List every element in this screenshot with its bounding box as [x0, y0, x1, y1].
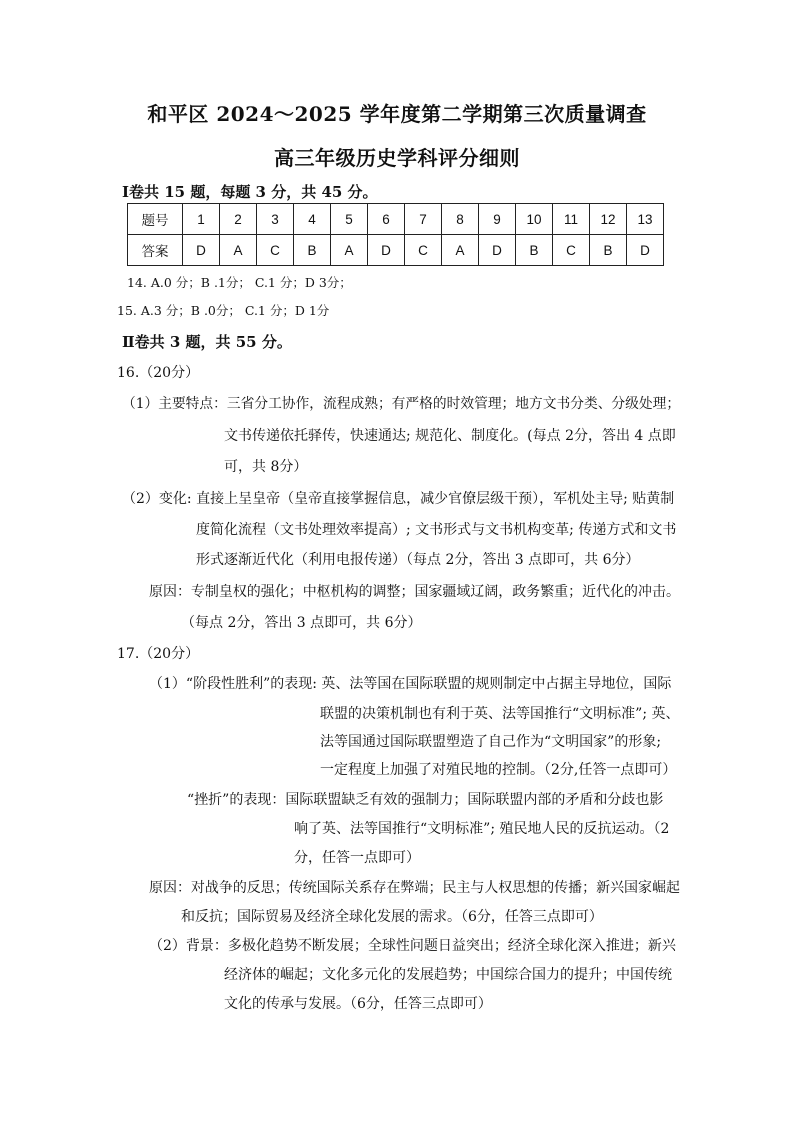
table-row-label: 答案	[128, 235, 183, 266]
q17-part1-line: 一定程度上加强了对殖民地的控制。（2分,任答一点即可）	[320, 762, 677, 778]
q16-part1-line: 可，共 8分）	[224, 459, 308, 475]
question-number: 7	[405, 204, 442, 235]
question-number: 5	[331, 204, 368, 235]
question-number: 11	[553, 204, 590, 235]
answer-cell: D	[368, 235, 405, 266]
answer-cell: D	[627, 235, 664, 266]
q17-part2-line: 经济体的崛起；文化多元化的发展趋势；中国综合国力的提升；中国传统	[224, 967, 672, 983]
q17-setback-line: 分，任答一点即可）	[294, 850, 420, 866]
q17-part2-line: 文化的传承与发展。（6分，任答三点即可）	[224, 996, 492, 1012]
table-row	[128, 235, 664, 266]
answer-cell: B	[590, 235, 627, 266]
q16-title: 16.（20分）	[117, 365, 200, 381]
q16-part2-line: 度简化流程（文书处理效率提高）; 文书形式与文书机构变革; 传递方式和文书	[196, 522, 677, 538]
answer-cell: B	[516, 235, 553, 266]
question-number: 8	[442, 204, 479, 235]
q17-part1-line: 法等国通过国际联盟塑造了自己作为“文明国家”的形象;	[320, 734, 662, 750]
q15-scoring: 15. A.3 分；B .0分； C.1 分；D 1分	[117, 303, 330, 318]
table-row-label: 题号	[128, 204, 183, 235]
answer-cell: B	[294, 235, 331, 266]
table-row	[128, 204, 664, 235]
q16-reason-line: （每点 2分，答出 3 点即可，共 6分）	[181, 615, 422, 631]
q16-part2-line: （2）变化: 直接上呈皇帝（皇帝直接掌握信息，减少官僚层级干预），军机处主导; 贴黄制	[122, 491, 675, 507]
question-number: 3	[257, 204, 294, 235]
answer-table	[127, 203, 664, 266]
q16-part2-line: 形式逐渐近代化（利用电报传递）（每点 2分，答出 3 点即可，共 6分）	[196, 552, 640, 568]
question-number: 1	[183, 204, 220, 235]
question-number: 6	[368, 204, 405, 235]
q17-part1-line: （1）“阶段性胜利”的表现: 英、法等国在国际联盟的规则制定中占据主导地位，国际	[149, 676, 672, 692]
answer-cell: C	[257, 235, 294, 266]
q17-part2-line: （2）背景：多极化趋势不断发展；全球性问题日益突出；经济全球化深入推进；新兴	[149, 938, 676, 954]
answer-cell: C	[553, 235, 590, 266]
q17-title: 17.（20分）	[117, 646, 200, 662]
question-number: 2	[220, 204, 257, 235]
q16-part1-line: （1）主要特点：三省分工协作，流程成熟；有严格的时效管理；地方文书分类、分级处理；	[122, 396, 681, 412]
question-number: 9	[479, 204, 516, 235]
q16-reason-line: 原因：专制皇权的强化；中枢机构的调整；国家疆域辽阔，政务繁重；近代化的冲击。	[149, 584, 680, 600]
answer-cell: D	[183, 235, 220, 266]
q17-setback-line: 响了英、法等国推行“文明标准”; 殖民地人民的反抗运动。（2	[294, 821, 670, 837]
answer-cell: C	[405, 235, 442, 266]
q17-reason-line: 原因：对战争的反思；传统国际关系存在弊端；民主与人权思想的传播；新兴国家崛起	[149, 880, 680, 896]
q14-scoring: 14. A.0 分；B .1分； C.1 分；D 3分；	[127, 275, 352, 290]
q17-reason-line: 和反抗；国际贸易及经济全球化发展的需求。（6分，任答三点即可）	[181, 909, 603, 925]
document-title: 和平区 2024～2025 学年度第二学期第三次质量调查	[147, 102, 647, 126]
q17-setback-line: “挫折”的表现：国际联盟缺乏有效的强制力；国际联盟内部的矛盾和分歧也影	[187, 792, 664, 808]
question-number: 10	[516, 204, 553, 235]
question-number: 13	[627, 204, 664, 235]
q16-part1-line: 文书传递依托驿传，快速通达; 规范化、制度化。(每点 2分，答出 4 点即	[224, 428, 676, 444]
part1-heading: Ⅰ卷共 15 题，每题 3 分，共 45 分。	[122, 183, 378, 201]
answer-cell: A	[331, 235, 368, 266]
q17-part1-line: 联盟的决策机制也有利于英、法等国推行“文明标准”; 英、	[320, 706, 680, 722]
part2-heading: Ⅱ卷共 3 题，共 55 分。	[122, 333, 292, 351]
answer-cell: D	[479, 235, 516, 266]
question-number: 12	[590, 204, 627, 235]
answer-cell: A	[442, 235, 479, 266]
question-number: 4	[294, 204, 331, 235]
answer-cell: A	[220, 235, 257, 266]
document-subtitle: 高三年级历史学科评分细则	[274, 146, 520, 170]
